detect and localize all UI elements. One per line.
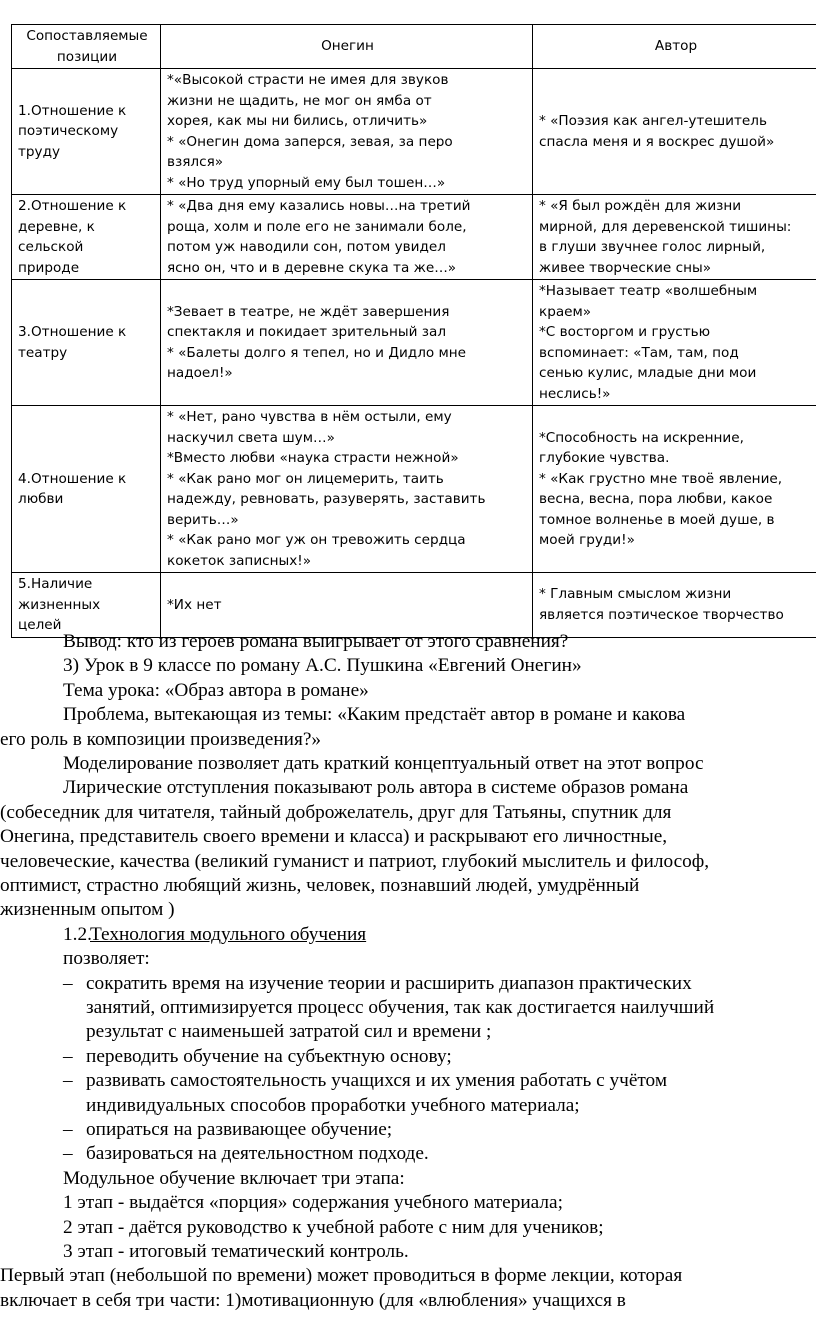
paragraph-line: Моделирование позволяет дать краткий концептуальный ответ на этот вопрос bbox=[63, 753, 704, 774]
bullet-text: базироваться на деятельностном подходе. bbox=[86, 1143, 429, 1165]
bullet-text: опираться на развивающее обучение; bbox=[86, 1119, 393, 1140]
cell-line: 4.Отношение к bbox=[18, 470, 127, 487]
bullet-dash: – bbox=[63, 1070, 73, 1092]
cell-line: * «Два дня ему казались новы…на третий bbox=[167, 198, 471, 214]
cell-line: *С восторгом и грустью bbox=[539, 324, 711, 340]
cell-line: ясно он, что и в деревне скука та же…» bbox=[167, 259, 457, 276]
cell-line: является поэтическое творчество bbox=[539, 606, 784, 623]
cell-line: поэтическому bbox=[18, 123, 119, 140]
cell-line: верить…» bbox=[167, 511, 239, 528]
cell-line: мирной, для деревенской тишины: bbox=[539, 218, 792, 235]
cell-line: * «Я был рождён для жизни bbox=[539, 198, 742, 214]
bullet-dash: – bbox=[63, 1119, 73, 1140]
paragraph-line: Модульное обучение включает три этапа: bbox=[63, 1167, 405, 1189]
paragraph-line: (собеседник для читателя, тайный доброжелатель, друг для Татьяны, спутник для bbox=[0, 801, 672, 823]
cell-line: 5.Наличие bbox=[18, 576, 93, 592]
cell-line: сельской bbox=[18, 239, 84, 255]
cell-line: жизненных bbox=[18, 596, 101, 613]
paragraph-line: Тема урока: «Образ автора в романе» bbox=[63, 679, 369, 701]
cell-line: * «Как рано мог уж он тревожить сердца bbox=[167, 532, 466, 548]
cell-line: неслись!» bbox=[539, 385, 611, 402]
paragraph-line: его роль в композиции произведения?» bbox=[0, 728, 322, 750]
cell-onegin bbox=[161, 573, 533, 638]
cell-line: *Зевает в театре, не ждёт завершения bbox=[167, 303, 450, 320]
cell-line: * «Поэзия как ангел-утешитель bbox=[539, 113, 767, 129]
cell-line: весна, весна, пора любви, какое bbox=[539, 491, 773, 507]
cell-author bbox=[533, 280, 816, 406]
cell-author bbox=[533, 195, 816, 280]
cell-position bbox=[12, 69, 161, 195]
cell-line: взялся» bbox=[167, 154, 224, 170]
cell-line: в глуши звучнее голос лирный, bbox=[539, 239, 766, 255]
stage-line: 1 этап - выдаётся «порция» содержания учебного материала; bbox=[63, 1192, 563, 1214]
paragraph-line: Вывод: кто из героев романа выигрывает от этого сравнения? bbox=[63, 631, 569, 652]
bullet-text: индивидуальных способов проработки учебного материала; bbox=[86, 1094, 580, 1116]
bullet-text: развивать самостоятельность учащихся и их умения работать с учётом bbox=[86, 1070, 668, 1092]
header-positions bbox=[12, 25, 161, 69]
header-onegin-label: Онегин bbox=[321, 38, 374, 55]
cell-line: * «Но труд упорный ему был тошен…» bbox=[167, 174, 446, 191]
cell-line: краем» bbox=[539, 303, 592, 320]
cell-line: *Способность на искренние, bbox=[539, 429, 744, 446]
table-row bbox=[12, 280, 816, 406]
cell-line: *Называет театр «волшебным bbox=[539, 283, 758, 299]
cell-line: *Их нет bbox=[167, 596, 222, 613]
cell-line: вспоминает: «Там, там, под bbox=[539, 344, 739, 361]
header-author-label: Автор bbox=[654, 38, 698, 55]
bullet-text: результат с наименьшей затратой сил и времени ; bbox=[86, 1021, 492, 1043]
cell-line: потом уж наводили сон, потом увидел bbox=[167, 239, 446, 255]
cell-line: живее творческие сны» bbox=[539, 259, 712, 276]
cell-line: спектакля и покидает зрительный зал bbox=[167, 324, 447, 340]
stage-line: 2 этап - даётся руководство к учебной работе с ним для учеников; bbox=[63, 1216, 604, 1238]
paragraph-line: оптимист, страстно любящий жизнь, человек, познавший людей, умудрённый bbox=[0, 875, 640, 896]
cell-onegin bbox=[161, 195, 533, 280]
section-title: Технология модульного обучения bbox=[90, 923, 367, 945]
cell-line: * «Нет, рано чувства в нём остыли, ему bbox=[167, 409, 452, 425]
cell-line: целей bbox=[18, 617, 62, 633]
cell-onegin bbox=[161, 280, 533, 406]
paragraph-line: человеческие, качества (великий гуманист и патриот, глубокий мыслитель и философ, bbox=[0, 850, 710, 872]
bullet-dash: – bbox=[63, 1143, 73, 1165]
cell-line: моей груди!» bbox=[539, 532, 635, 548]
paragraph-line: включает в себя три части: 1)мотивационную (для «влюбления» учащихся в bbox=[0, 1289, 626, 1311]
cell-position bbox=[12, 280, 161, 406]
cell-line: сенью кулис, младые дни мои bbox=[539, 365, 757, 381]
cell-line: наскучил света шум…» bbox=[167, 429, 335, 446]
cell-line: * «Балеты долго я тепел, но и Дидло мне bbox=[167, 344, 467, 361]
header-author bbox=[533, 25, 816, 69]
cell-line: жизни не щадить, не мог он ямба от bbox=[167, 92, 432, 109]
cell-position bbox=[12, 406, 161, 573]
table-row bbox=[12, 406, 816, 573]
bullet-dash: – bbox=[63, 1045, 73, 1067]
cell-line: кокеток записных!» bbox=[167, 552, 312, 569]
header-positions-line: Сопоставляемые bbox=[26, 28, 148, 44]
header-positions-line: позиции bbox=[56, 48, 118, 65]
cell-line: 1.Отношение к bbox=[18, 102, 127, 119]
cell-line: надоел!» bbox=[167, 365, 233, 381]
cell-line: 2.Отношение к bbox=[18, 198, 127, 214]
stage-line: 3 этап - итоговый тематический контроль. bbox=[63, 1241, 409, 1262]
cell-line: *Вместо любви «наука страсти нежной» bbox=[167, 450, 459, 466]
cell-line: * «Как рано мог он лицемерить, таить bbox=[167, 470, 444, 487]
cell-line: * «Онегин дома заперся, зевая, за перо bbox=[167, 133, 453, 150]
cell-position bbox=[12, 195, 161, 280]
paragraph-line: Проблема, вытекающая из темы: «Каким предстаёт автор в романе и какова bbox=[63, 704, 686, 726]
cell-onegin bbox=[161, 69, 533, 195]
paragraph-line: 3) Урок в 9 классе по роману А.С. Пушкина «Евгений Онегин» bbox=[63, 655, 582, 677]
paragraph-line: позволяет: bbox=[63, 948, 150, 970]
table-row bbox=[12, 573, 816, 638]
cell-author bbox=[533, 573, 816, 638]
cell-line: * Главным смыслом жизни bbox=[539, 586, 732, 603]
cell-line: надежду, ревновать, разуверять, заставить bbox=[167, 491, 486, 507]
cell-line: любви bbox=[18, 491, 64, 507]
paragraph-line: Первый этап (небольшой по времени) может проводиться в форме лекции, которая bbox=[0, 1265, 683, 1287]
cell-line: 3.Отношение к bbox=[18, 324, 127, 340]
header-onegin bbox=[161, 25, 533, 69]
cell-line: роща, холм и поле его не занимали боле, bbox=[167, 218, 467, 235]
table-header-row bbox=[12, 25, 816, 69]
cell-author bbox=[533, 69, 816, 195]
cell-line: * «Как грустно мне твоё явление, bbox=[539, 470, 783, 487]
bullet-text: переводить обучение на субъектную основу; bbox=[86, 1045, 452, 1067]
paragraph-line: жизненным опытом ) bbox=[0, 899, 175, 921]
paragraph-line: Лирические отступления показывают роль автора в системе образов романа bbox=[63, 777, 689, 799]
cell-line: спасла меня и я воскрес душой» bbox=[539, 133, 775, 150]
comparison-table bbox=[11, 24, 816, 638]
cell-line: деревне, к bbox=[18, 218, 95, 235]
cell-author bbox=[533, 406, 816, 573]
cell-line: природе bbox=[18, 259, 80, 276]
section-number: 1.2. bbox=[63, 923, 92, 945]
cell-line: глубокие чувства. bbox=[539, 450, 670, 466]
cell-line: труду bbox=[18, 143, 61, 160]
cell-line: хорея, как мы ни бились, отличить» bbox=[167, 113, 428, 129]
cell-line: театру bbox=[18, 344, 68, 361]
cell-onegin bbox=[161, 406, 533, 573]
table-row bbox=[12, 69, 816, 195]
bullet-dash: – bbox=[63, 972, 73, 994]
bullet-text: сократить время на изучение теории и расширить диапазон практических bbox=[86, 972, 692, 994]
bullet-text: занятий, оптимизируется процесс обучения, так как достигается наилучший bbox=[86, 997, 715, 1018]
cell-position bbox=[12, 573, 161, 638]
cell-line: *«Высокой страсти не имея для звуков bbox=[167, 72, 449, 88]
cell-line: томное волненье в моей душе, в bbox=[539, 511, 775, 528]
paragraph-line: Онегина, представитель своего времени и класса) и раскрывают его личностные, bbox=[0, 826, 668, 848]
table-row bbox=[12, 195, 816, 280]
